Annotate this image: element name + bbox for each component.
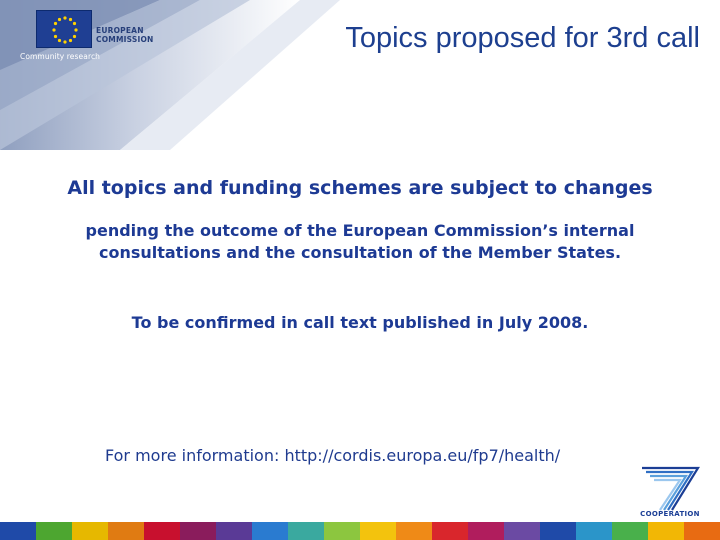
- headline: All topics and funding schemes are subject to changes: [67, 177, 653, 199]
- more-info-link[interactable]: http://cordis.europa.eu/fp7/health/: [284, 446, 561, 465]
- stripe-segment: [72, 522, 108, 540]
- logo-line-2: COMMISSION: [96, 35, 154, 44]
- stripe-segment: [612, 522, 648, 540]
- stripe-segment: [36, 522, 72, 540]
- cooperation-logo: [632, 462, 708, 524]
- paragraph-line-2: consultations and the consultation of the Member States.: [98, 243, 622, 262]
- stripe-segment: [468, 522, 504, 540]
- stripe-segment: [108, 522, 144, 540]
- cooperation-label: COOPERATION: [640, 510, 700, 518]
- paragraph-line-1: pending the outcome of the European Commission’s internal: [85, 221, 635, 240]
- logo-subtitle: Community research: [20, 52, 101, 61]
- more-info-line: [105, 446, 560, 465]
- bottom-color-stripe: [0, 522, 720, 540]
- stripe-segment: [324, 522, 360, 540]
- stripe-segment: [144, 522, 180, 540]
- stripe-segment: [396, 522, 432, 540]
- stripe-segment: [432, 522, 468, 540]
- logo-line-1: EUROPEAN: [96, 26, 144, 35]
- stripe-segment: [0, 522, 36, 540]
- stripe-segment: [180, 522, 216, 540]
- stripe-segment: [648, 522, 684, 540]
- stripe-segment: [684, 522, 720, 540]
- stripe-segment: [540, 522, 576, 540]
- confirmation-note: To be confirmed in call text published in July 2008.: [131, 313, 589, 332]
- stripe-segment: [216, 522, 252, 540]
- eu-flag-icon: [36, 10, 92, 48]
- european-commission-logo: [10, 8, 160, 68]
- logo-wordmark: [96, 26, 154, 44]
- stripe-segment: [360, 522, 396, 540]
- stripe-segment: [288, 522, 324, 540]
- stripe-segment: [576, 522, 612, 540]
- seven-framework-icon: [632, 462, 708, 512]
- stripe-segment: [504, 522, 540, 540]
- slide-title: Topics proposed for 3rd call: [345, 22, 700, 54]
- stripe-segment: [252, 522, 288, 540]
- more-info-label: For more information:: [105, 446, 285, 465]
